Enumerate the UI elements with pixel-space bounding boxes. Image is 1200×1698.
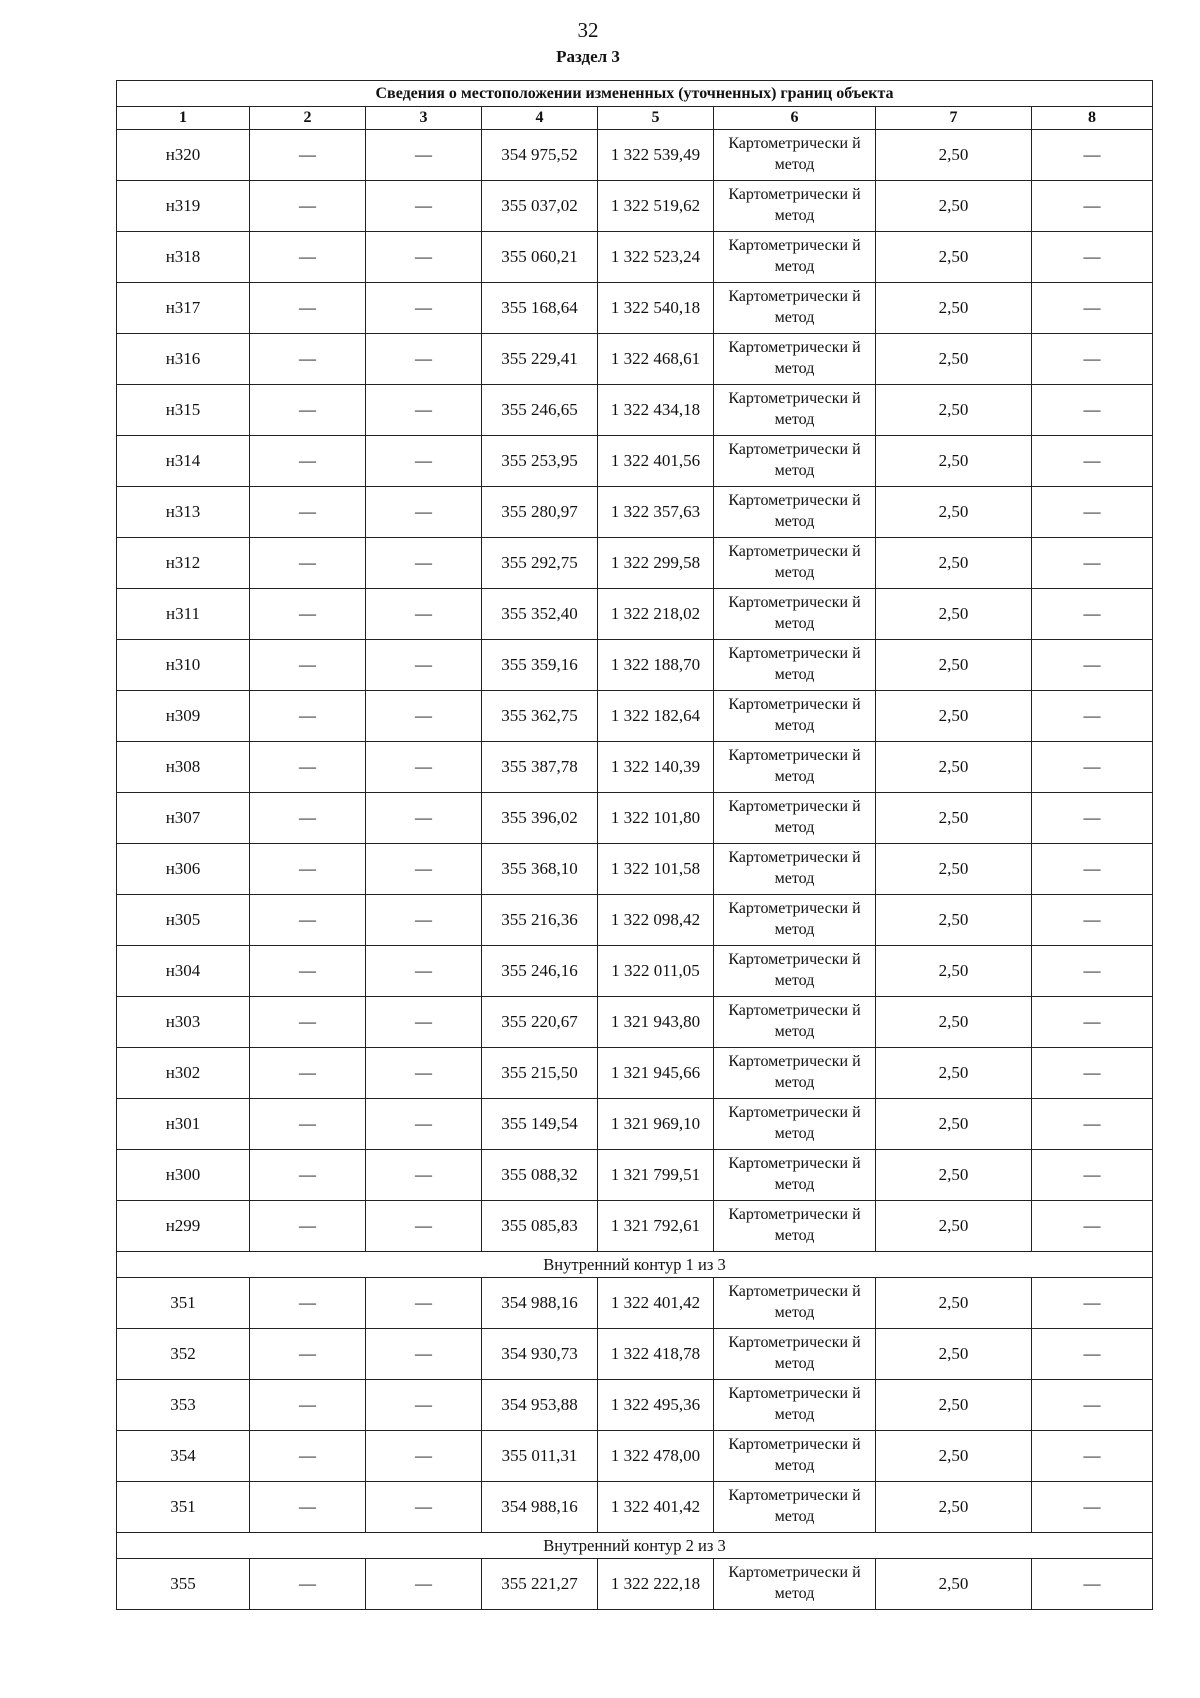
point-name-cell: н315 bbox=[117, 385, 250, 436]
col8-cell: — bbox=[1032, 895, 1153, 946]
y-coordinate-cell: 1 322 011,05 bbox=[598, 946, 714, 997]
x-coordinate-cell: 355 362,75 bbox=[482, 691, 598, 742]
method-cell: Картометрически й метод bbox=[714, 1559, 876, 1610]
col2-cell: — bbox=[250, 997, 366, 1048]
accuracy-cell: 2,50 bbox=[876, 436, 1032, 487]
table-row bbox=[117, 1329, 1153, 1380]
table-row bbox=[117, 793, 1153, 844]
method-cell: Картометрически й метод bbox=[714, 793, 876, 844]
column-header: 3 bbox=[366, 107, 482, 130]
col2-cell: — bbox=[250, 793, 366, 844]
y-coordinate-cell: 1 322 401,42 bbox=[598, 1482, 714, 1533]
accuracy-cell: 2,50 bbox=[876, 385, 1032, 436]
table-row bbox=[117, 1559, 1153, 1610]
col2-cell: — bbox=[250, 385, 366, 436]
col8-cell: — bbox=[1032, 1329, 1153, 1380]
col2-cell: — bbox=[250, 538, 366, 589]
col3-cell: — bbox=[366, 232, 482, 283]
col8-cell: — bbox=[1032, 946, 1153, 997]
contour-heading-row bbox=[117, 1533, 1153, 1559]
accuracy-cell: 2,50 bbox=[876, 538, 1032, 589]
col2-cell: — bbox=[250, 232, 366, 283]
x-coordinate-cell: 355 220,67 bbox=[482, 997, 598, 1048]
x-coordinate-cell: 354 975,52 bbox=[482, 130, 598, 181]
accuracy-cell: 2,50 bbox=[876, 589, 1032, 640]
method-cell: Картометрически й метод bbox=[714, 844, 876, 895]
x-coordinate-cell: 355 215,50 bbox=[482, 1048, 598, 1099]
method-cell: Картометрически й метод bbox=[714, 1329, 876, 1380]
point-name-cell: н313 bbox=[117, 487, 250, 538]
col3-cell: — bbox=[366, 844, 482, 895]
col2-cell: — bbox=[250, 1380, 366, 1431]
col8-cell: — bbox=[1032, 1482, 1153, 1533]
col3-cell: — bbox=[366, 130, 482, 181]
col2-cell: — bbox=[250, 487, 366, 538]
point-name-cell: н314 bbox=[117, 436, 250, 487]
col3-cell: — bbox=[366, 1278, 482, 1329]
accuracy-cell: 2,50 bbox=[876, 1150, 1032, 1201]
col8-cell: — bbox=[1032, 793, 1153, 844]
accuracy-cell: 2,50 bbox=[876, 1431, 1032, 1482]
method-cell: Картометрически й метод bbox=[714, 1201, 876, 1252]
x-coordinate-cell: 355 280,97 bbox=[482, 487, 598, 538]
y-coordinate-cell: 1 322 540,18 bbox=[598, 283, 714, 334]
table-title-row bbox=[117, 81, 1153, 107]
y-coordinate-cell: 1 322 468,61 bbox=[598, 334, 714, 385]
col2-cell: — bbox=[250, 946, 366, 997]
table-row bbox=[117, 589, 1153, 640]
accuracy-cell: 2,50 bbox=[876, 1048, 1032, 1099]
table-row bbox=[117, 283, 1153, 334]
column-header: 8 bbox=[1032, 107, 1153, 130]
col2-cell: — bbox=[250, 334, 366, 385]
point-name-cell: 355 bbox=[117, 1559, 250, 1610]
point-name-cell: н312 bbox=[117, 538, 250, 589]
y-coordinate-cell: 1 322 140,39 bbox=[598, 742, 714, 793]
col3-cell: — bbox=[366, 1431, 482, 1482]
table-row bbox=[117, 1150, 1153, 1201]
column-header: 4 bbox=[482, 107, 598, 130]
point-name-cell: н303 bbox=[117, 997, 250, 1048]
accuracy-cell: 2,50 bbox=[876, 895, 1032, 946]
col2-cell: — bbox=[250, 742, 366, 793]
col3-cell: — bbox=[366, 640, 482, 691]
table-row bbox=[117, 1201, 1153, 1252]
point-name-cell: 353 bbox=[117, 1380, 250, 1431]
y-coordinate-cell: 1 322 182,64 bbox=[598, 691, 714, 742]
point-name-cell: 352 bbox=[117, 1329, 250, 1380]
col8-cell: — bbox=[1032, 1099, 1153, 1150]
col2-cell: — bbox=[250, 1278, 366, 1329]
col8-cell: — bbox=[1032, 1431, 1153, 1482]
y-coordinate-cell: 1 322 523,24 bbox=[598, 232, 714, 283]
col8-cell: — bbox=[1032, 1150, 1153, 1201]
y-coordinate-cell: 1 322 418,78 bbox=[598, 1329, 714, 1380]
col8-cell: — bbox=[1032, 487, 1153, 538]
table-row bbox=[117, 1482, 1153, 1533]
col8-cell: — bbox=[1032, 181, 1153, 232]
y-coordinate-cell: 1 322 098,42 bbox=[598, 895, 714, 946]
accuracy-cell: 2,50 bbox=[876, 742, 1032, 793]
accuracy-cell: 2,50 bbox=[876, 793, 1032, 844]
accuracy-cell: 2,50 bbox=[876, 1099, 1032, 1150]
col2-cell: — bbox=[250, 1048, 366, 1099]
page-number: 32 bbox=[577, 18, 599, 42]
method-cell: Картометрически й метод bbox=[714, 1380, 876, 1431]
y-coordinate-cell: 1 322 539,49 bbox=[598, 130, 714, 181]
col2-cell: — bbox=[250, 1201, 366, 1252]
table-row bbox=[117, 844, 1153, 895]
x-coordinate-cell: 355 246,16 bbox=[482, 946, 598, 997]
section-title: Раздел 3 bbox=[556, 47, 620, 66]
col3-cell: — bbox=[366, 487, 482, 538]
point-name-cell: н304 bbox=[117, 946, 250, 997]
col3-cell: — bbox=[366, 538, 482, 589]
table-row bbox=[117, 895, 1153, 946]
y-coordinate-cell: 1 321 799,51 bbox=[598, 1150, 714, 1201]
x-coordinate-cell: 355 253,95 bbox=[482, 436, 598, 487]
method-cell: Картометрически й метод bbox=[714, 385, 876, 436]
col2-cell: — bbox=[250, 691, 366, 742]
method-cell: Картометрически й метод bbox=[714, 283, 876, 334]
table-row bbox=[117, 181, 1153, 232]
x-coordinate-cell: 355 168,64 bbox=[482, 283, 598, 334]
accuracy-cell: 2,50 bbox=[876, 1329, 1032, 1380]
contour-heading-row bbox=[117, 1252, 1153, 1278]
col8-cell: — bbox=[1032, 640, 1153, 691]
point-name-cell: н309 bbox=[117, 691, 250, 742]
x-coordinate-cell: 355 387,78 bbox=[482, 742, 598, 793]
y-coordinate-cell: 1 322 434,18 bbox=[598, 385, 714, 436]
y-coordinate-cell: 1 322 495,36 bbox=[598, 1380, 714, 1431]
accuracy-cell: 2,50 bbox=[876, 1278, 1032, 1329]
method-cell: Картометрически й метод bbox=[714, 130, 876, 181]
x-coordinate-cell: 355 292,75 bbox=[482, 538, 598, 589]
point-name-cell: н299 bbox=[117, 1201, 250, 1252]
col3-cell: — bbox=[366, 385, 482, 436]
column-header: 6 bbox=[714, 107, 876, 130]
y-coordinate-cell: 1 322 401,56 bbox=[598, 436, 714, 487]
method-cell: Картометрически й метод bbox=[714, 181, 876, 232]
col3-cell: — bbox=[366, 1482, 482, 1533]
x-coordinate-cell: 354 988,16 bbox=[482, 1278, 598, 1329]
col3-cell: — bbox=[366, 946, 482, 997]
y-coordinate-cell: 1 321 945,66 bbox=[598, 1048, 714, 1099]
point-name-cell: 351 bbox=[117, 1482, 250, 1533]
table-row bbox=[117, 130, 1153, 181]
method-cell: Картометрически й метод bbox=[714, 742, 876, 793]
col8-cell: — bbox=[1032, 334, 1153, 385]
method-cell: Картометрически й метод bbox=[714, 946, 876, 997]
table-row bbox=[117, 334, 1153, 385]
accuracy-cell: 2,50 bbox=[876, 232, 1032, 283]
col3-cell: — bbox=[366, 1099, 482, 1150]
x-coordinate-cell: 355 085,83 bbox=[482, 1201, 598, 1252]
col2-cell: — bbox=[250, 1559, 366, 1610]
accuracy-cell: 2,50 bbox=[876, 1482, 1032, 1533]
x-coordinate-cell: 355 396,02 bbox=[482, 793, 598, 844]
point-name-cell: 354 bbox=[117, 1431, 250, 1482]
x-coordinate-cell: 355 359,16 bbox=[482, 640, 598, 691]
y-coordinate-cell: 1 322 101,80 bbox=[598, 793, 714, 844]
method-cell: Картометрически й метод bbox=[714, 997, 876, 1048]
table-row bbox=[117, 436, 1153, 487]
accuracy-cell: 2,50 bbox=[876, 181, 1032, 232]
col3-cell: — bbox=[366, 1150, 482, 1201]
point-name-cell: н301 bbox=[117, 1099, 250, 1150]
accuracy-cell: 2,50 bbox=[876, 487, 1032, 538]
table-row bbox=[117, 997, 1153, 1048]
col3-cell: — bbox=[366, 1048, 482, 1099]
x-coordinate-cell: 355 221,27 bbox=[482, 1559, 598, 1610]
col3-cell: — bbox=[366, 436, 482, 487]
col3-cell: — bbox=[366, 691, 482, 742]
col8-cell: — bbox=[1032, 436, 1153, 487]
method-cell: Картометрически й метод bbox=[714, 487, 876, 538]
col2-cell: — bbox=[250, 640, 366, 691]
col8-cell: — bbox=[1032, 742, 1153, 793]
point-name-cell: н302 bbox=[117, 1048, 250, 1099]
col3-cell: — bbox=[366, 1559, 482, 1610]
point-name-cell: н317 bbox=[117, 283, 250, 334]
table-row bbox=[117, 742, 1153, 793]
method-cell: Картометрически й метод bbox=[714, 1431, 876, 1482]
point-name-cell: н310 bbox=[117, 640, 250, 691]
y-coordinate-cell: 1 322 478,00 bbox=[598, 1431, 714, 1482]
point-name-cell: н320 bbox=[117, 130, 250, 181]
contour-heading: Внутренний контур 2 из 3 bbox=[117, 1533, 1153, 1559]
col3-cell: — bbox=[366, 589, 482, 640]
accuracy-cell: 2,50 bbox=[876, 130, 1032, 181]
x-coordinate-cell: 355 246,65 bbox=[482, 385, 598, 436]
table-row bbox=[117, 640, 1153, 691]
col2-cell: — bbox=[250, 1482, 366, 1533]
column-header: 1 bbox=[117, 107, 250, 130]
accuracy-cell: 2,50 bbox=[876, 1559, 1032, 1610]
method-cell: Картометрически й метод bbox=[714, 691, 876, 742]
point-name-cell: н300 bbox=[117, 1150, 250, 1201]
accuracy-cell: 2,50 bbox=[876, 283, 1032, 334]
accuracy-cell: 2,50 bbox=[876, 334, 1032, 385]
col3-cell: — bbox=[366, 1380, 482, 1431]
col3-cell: — bbox=[366, 793, 482, 844]
point-name-cell: 351 bbox=[117, 1278, 250, 1329]
method-cell: Картометрически й метод bbox=[714, 538, 876, 589]
column-number-row bbox=[117, 107, 1153, 130]
accuracy-cell: 2,50 bbox=[876, 1201, 1032, 1252]
col2-cell: — bbox=[250, 895, 366, 946]
y-coordinate-cell: 1 321 969,10 bbox=[598, 1099, 714, 1150]
table-row bbox=[117, 538, 1153, 589]
method-cell: Картометрически й метод bbox=[714, 895, 876, 946]
x-coordinate-cell: 355 037,02 bbox=[482, 181, 598, 232]
table-row bbox=[117, 232, 1153, 283]
col8-cell: — bbox=[1032, 130, 1153, 181]
accuracy-cell: 2,50 bbox=[876, 946, 1032, 997]
col2-cell: — bbox=[250, 1150, 366, 1201]
y-coordinate-cell: 1 321 792,61 bbox=[598, 1201, 714, 1252]
col8-cell: — bbox=[1032, 1380, 1153, 1431]
col3-cell: — bbox=[366, 742, 482, 793]
y-coordinate-cell: 1 322 222,18 bbox=[598, 1559, 714, 1610]
col8-cell: — bbox=[1032, 232, 1153, 283]
method-cell: Картометрически й метод bbox=[714, 1482, 876, 1533]
col8-cell: — bbox=[1032, 997, 1153, 1048]
x-coordinate-cell: 355 060,21 bbox=[482, 232, 598, 283]
method-cell: Картометрически й метод bbox=[714, 1150, 876, 1201]
point-name-cell: н306 bbox=[117, 844, 250, 895]
y-coordinate-cell: 1 321 943,80 bbox=[598, 997, 714, 1048]
column-header: 2 bbox=[250, 107, 366, 130]
method-cell: Картометрически й метод bbox=[714, 1099, 876, 1150]
col3-cell: — bbox=[366, 283, 482, 334]
table-row bbox=[117, 1099, 1153, 1150]
contour-heading: Внутренний контур 1 из 3 bbox=[117, 1252, 1153, 1278]
col3-cell: — bbox=[366, 997, 482, 1048]
x-coordinate-cell: 355 368,10 bbox=[482, 844, 598, 895]
column-header: 5 bbox=[598, 107, 714, 130]
method-cell: Картометрически й метод bbox=[714, 1048, 876, 1099]
x-coordinate-cell: 354 953,88 bbox=[482, 1380, 598, 1431]
point-name-cell: н307 bbox=[117, 793, 250, 844]
method-cell: Картометрически й метод bbox=[714, 436, 876, 487]
table-row bbox=[117, 1431, 1153, 1482]
accuracy-cell: 2,50 bbox=[876, 1380, 1032, 1431]
col8-cell: — bbox=[1032, 538, 1153, 589]
method-cell: Картометрически й метод bbox=[714, 334, 876, 385]
y-coordinate-cell: 1 322 218,02 bbox=[598, 589, 714, 640]
method-cell: Картометрически й метод bbox=[714, 1278, 876, 1329]
col8-cell: — bbox=[1032, 283, 1153, 334]
col8-cell: — bbox=[1032, 1278, 1153, 1329]
x-coordinate-cell: 354 930,73 bbox=[482, 1329, 598, 1380]
col2-cell: — bbox=[250, 1329, 366, 1380]
col8-cell: — bbox=[1032, 1201, 1153, 1252]
method-cell: Картометрически й метод bbox=[714, 589, 876, 640]
accuracy-cell: 2,50 bbox=[876, 844, 1032, 895]
x-coordinate-cell: 355 216,36 bbox=[482, 895, 598, 946]
col2-cell: — bbox=[250, 130, 366, 181]
point-name-cell: н305 bbox=[117, 895, 250, 946]
table-row bbox=[117, 1278, 1153, 1329]
col8-cell: — bbox=[1032, 1048, 1153, 1099]
y-coordinate-cell: 1 322 519,62 bbox=[598, 181, 714, 232]
col2-cell: — bbox=[250, 1431, 366, 1482]
method-cell: Картометрически й метод bbox=[714, 232, 876, 283]
table-row bbox=[117, 487, 1153, 538]
point-name-cell: н318 bbox=[117, 232, 250, 283]
table-row bbox=[117, 691, 1153, 742]
point-name-cell: н316 bbox=[117, 334, 250, 385]
accuracy-cell: 2,50 bbox=[876, 997, 1032, 1048]
column-header: 7 bbox=[876, 107, 1032, 130]
point-name-cell: н308 bbox=[117, 742, 250, 793]
table-row bbox=[117, 1048, 1153, 1099]
boundary-coordinates-table bbox=[116, 80, 1153, 1610]
col8-cell: — bbox=[1032, 691, 1153, 742]
x-coordinate-cell: 355 011,31 bbox=[482, 1431, 598, 1482]
x-coordinate-cell: 355 352,40 bbox=[482, 589, 598, 640]
accuracy-cell: 2,50 bbox=[876, 691, 1032, 742]
point-name-cell: н319 bbox=[117, 181, 250, 232]
col3-cell: — bbox=[366, 1201, 482, 1252]
col8-cell: — bbox=[1032, 1559, 1153, 1610]
method-cell: Картометрически й метод bbox=[714, 640, 876, 691]
col3-cell: — bbox=[366, 895, 482, 946]
table-body bbox=[117, 130, 1153, 1610]
col2-cell: — bbox=[250, 1099, 366, 1150]
col2-cell: — bbox=[250, 181, 366, 232]
y-coordinate-cell: 1 322 188,70 bbox=[598, 640, 714, 691]
y-coordinate-cell: 1 322 401,42 bbox=[598, 1278, 714, 1329]
accuracy-cell: 2,50 bbox=[876, 640, 1032, 691]
y-coordinate-cell: 1 322 101,58 bbox=[598, 844, 714, 895]
col3-cell: — bbox=[366, 1329, 482, 1380]
table-row bbox=[117, 946, 1153, 997]
table-row bbox=[117, 1380, 1153, 1431]
col8-cell: — bbox=[1032, 589, 1153, 640]
x-coordinate-cell: 354 988,16 bbox=[482, 1482, 598, 1533]
x-coordinate-cell: 355 149,54 bbox=[482, 1099, 598, 1150]
col2-cell: — bbox=[250, 589, 366, 640]
col2-cell: — bbox=[250, 844, 366, 895]
point-name-cell: н311 bbox=[117, 589, 250, 640]
col2-cell: — bbox=[250, 436, 366, 487]
col3-cell: — bbox=[366, 334, 482, 385]
col3-cell: — bbox=[366, 181, 482, 232]
x-coordinate-cell: 355 229,41 bbox=[482, 334, 598, 385]
col8-cell: — bbox=[1032, 385, 1153, 436]
y-coordinate-cell: 1 322 299,58 bbox=[598, 538, 714, 589]
x-coordinate-cell: 355 088,32 bbox=[482, 1150, 598, 1201]
col8-cell: — bbox=[1032, 844, 1153, 895]
col2-cell: — bbox=[250, 283, 366, 334]
table-row bbox=[117, 385, 1153, 436]
table-title: Сведения о местоположении измененных (уточненных) границ объекта bbox=[117, 81, 1153, 107]
y-coordinate-cell: 1 322 357,63 bbox=[598, 487, 714, 538]
